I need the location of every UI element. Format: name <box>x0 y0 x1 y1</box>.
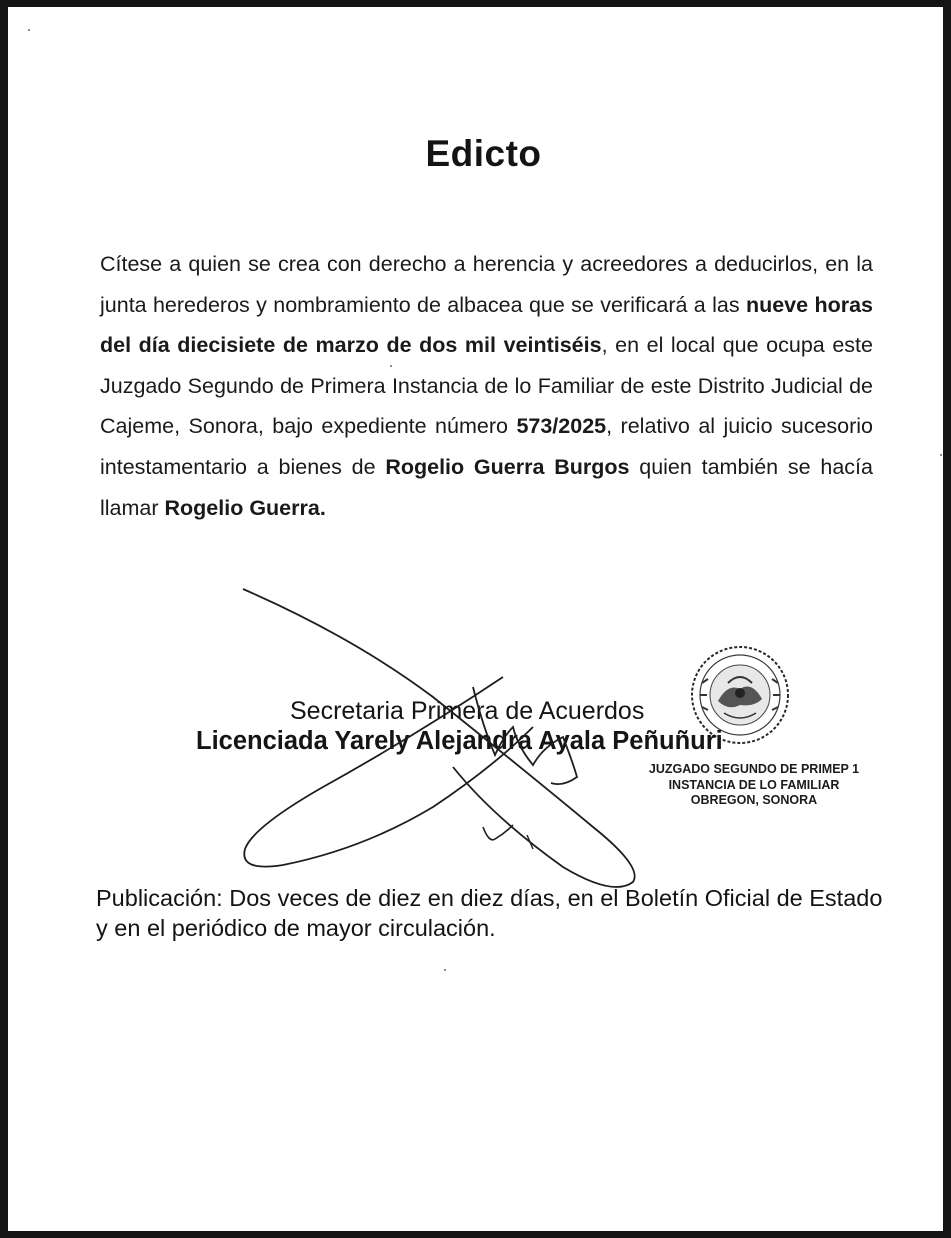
handwritten-signature-icon <box>233 587 663 897</box>
court-stamp-line-3: OBREGON, SONORA <box>690 793 818 807</box>
signatory-role: Secretaria Primera de Acuerdos <box>290 697 645 725</box>
scan-speck <box>444 969 446 971</box>
paragraph-text-3: , relativo al juicio sucesorio intestamentario a bienes de <box>100 414 874 479</box>
publication-note: Publicación: Dos veces de diez en diez días, en el Boletín Oficial de Estado y en el periódico de mayor circulación. <box>96 885 883 941</box>
deceased-name: Rogelio Guerra Burgos <box>385 454 630 479</box>
edict-paragraph <box>100 244 873 528</box>
document-title: Edicto <box>425 133 542 174</box>
scan-speck <box>28 29 30 31</box>
paragraph-text-1: Cítese a quien se crea con derecho a herencia y acreedores a deducirlos, en la junta herederos y nombramiento de albacea que se verificará a las <box>100 252 873 317</box>
signatory-name: Licenciada Yarely Alejandra Ayala Peñuñuri <box>196 727 723 755</box>
scan-speck <box>940 454 942 456</box>
court-stamp <box>624 762 884 809</box>
paragraph-text-4: quien también se hacía llamar <box>100 454 873 520</box>
hearing-date: nueve horas del día diecisiete de marzo de dos mil veintiséis <box>100 292 873 358</box>
court-stamp-line-2: INSTANCIA DE LO FAMILIAR <box>668 777 840 792</box>
scan-speck <box>390 365 392 367</box>
court-stamp-line-1: JUZGADO SEGUNDO DE PRIMEP 1 <box>648 762 860 776</box>
case-number: 573/2025 <box>516 414 607 439</box>
paragraph-text-2: , en el local que ocupa este Juzgado Segundo de Primera Instancia de lo Familiar de este Distrito Judicial de Cajeme, Sonora, bajo expediente número <box>100 333 873 439</box>
deceased-alias: Rogelio Guerra. <box>164 495 326 520</box>
